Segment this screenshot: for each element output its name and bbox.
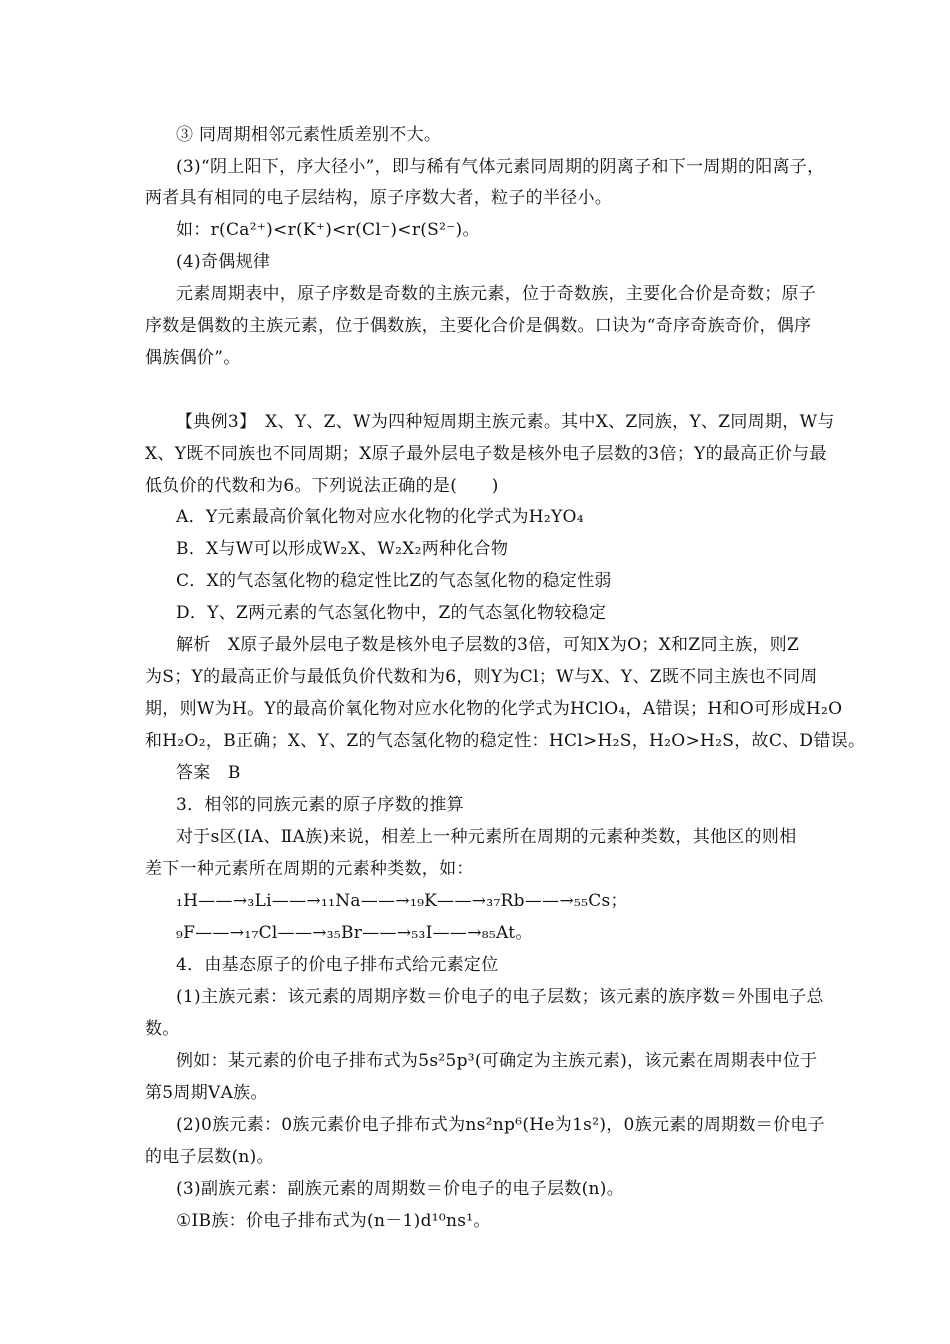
text-line: ①ⅠB族：价电子排布式为(n－1)d¹⁰ns¹。 bbox=[176, 1211, 491, 1231]
answer-line: 答案 B bbox=[176, 763, 241, 783]
option-b: B．X与W可以形成W₂X、W₂X₂两种化合物 bbox=[176, 539, 509, 559]
text-line: (1)主族元素：该元素的周期序数＝价电子的电子层数；该元素的族序数＝外围电子总 bbox=[176, 987, 824, 1007]
text-line: 期，则W为H。Y的最高价氧化物对应水化物的化学式为HClO₄，A错误；H和O可形成H₂O bbox=[145, 699, 843, 719]
section-heading: 3．相邻的同族元素的原子序数的推算 bbox=[176, 795, 464, 815]
section-heading: 4．由基态原子的价电子排布式给元素定位 bbox=[176, 955, 499, 975]
sequence-line: ₁H——→₃Li——→₁₁Na——→₁₉K——→₃₇Rb——→₅₅Cs； bbox=[176, 891, 628, 911]
text-line: 的电子层数(n)。 bbox=[145, 1147, 274, 1167]
text-line: 序数是偶数的主族元素，位于偶数族，主要化合价是偶数。口诀为“奇序奇族奇价，偶序 bbox=[145, 316, 812, 336]
text-line: (3)副族元素：副族元素的周期数＝价电子的电子层数(n)。 bbox=[176, 1179, 624, 1199]
text-line: 元素周期表中，原子序数是奇数的主族元素，位于奇数族，主要化合价是奇数；原子 bbox=[176, 284, 817, 304]
analysis-line: 解析 X原子最外层电子数是核外电子层数的3倍，可知X为O；X和Z同主族，则Z bbox=[176, 635, 800, 655]
text-line: 偶族偶价”。 bbox=[145, 348, 241, 368]
option-d: D．Y、Z两元素的气态氢化物中，Z的气态氢化物较稳定 bbox=[176, 603, 607, 623]
sequence-line: ₉F——→₁₇Cl——→₃₅Br——→₅₃I——→₈₅At。 bbox=[176, 923, 533, 943]
text-line: 差下一种元素所在周期的元素种类数，如： bbox=[145, 859, 474, 879]
text-line: 对于s区(ⅠA、ⅡA族)来说，相差上一种元素所在周期的元素种类数，其他区的则相 bbox=[176, 827, 797, 847]
text-line: 两者具有相同的电子层结构，原子序数大者，粒子的半径小。 bbox=[145, 188, 613, 208]
text-line: (3)“阴上阳下，序大径小”，即与稀有气体元素同周期的阴离子和下一周期的阳离子， bbox=[176, 157, 825, 177]
example-heading: 【典例3】 X、Y、Z、W为四种短周期主族元素。其中X、Z同族，Y、Z同周期，W与 bbox=[176, 412, 835, 432]
text-line: 如：r(Ca²⁺)<r(K⁺)<r(Cl⁻)<r(S²⁻)。 bbox=[176, 220, 480, 240]
text-line: 第5周期ⅤA族。 bbox=[145, 1083, 268, 1103]
text-line: ③ 同周期相邻元素性质差别不大。 bbox=[176, 125, 442, 145]
option-c: C．X的气态氢化物的稳定性比Z的气态氢化物的稳定性弱 bbox=[176, 571, 612, 591]
section-heading: (4)奇偶规律 bbox=[176, 252, 271, 272]
text-line: 为S；Y的最高正价与最低负价代数和为6，则Y为Cl；W与X、Y、Z既不同主族也不同周 bbox=[145, 667, 818, 687]
text-line: 数。 bbox=[145, 1019, 180, 1039]
text-line: 和H₂O₂，B正确；X、Y、Z的气态氢化物的稳定性：HCl>H₂S，H₂O>H₂S，故C、D错误。 bbox=[145, 731, 866, 751]
text-line: 低负价的代数和为6。下列说法正确的是( ) bbox=[145, 476, 499, 496]
text-line: 例如：某元素的价电子排布式为5s²5p³(可确定为主族元素)，该元素在周期表中位于 bbox=[176, 1051, 818, 1071]
text-line: X、Y既不同族也不同周期；X原子最外层电子数是核外电子层数的3倍；Y的最高正价与最 bbox=[145, 444, 827, 464]
option-a: A．Y元素最高价氧化物对应水化物的化学式为H₂YO₄ bbox=[176, 507, 584, 527]
text-line: (2)0族元素：0族元素价电子排布式为ns²np⁶(He为1s²)，0族元素的周期数＝价电子 bbox=[176, 1115, 825, 1135]
